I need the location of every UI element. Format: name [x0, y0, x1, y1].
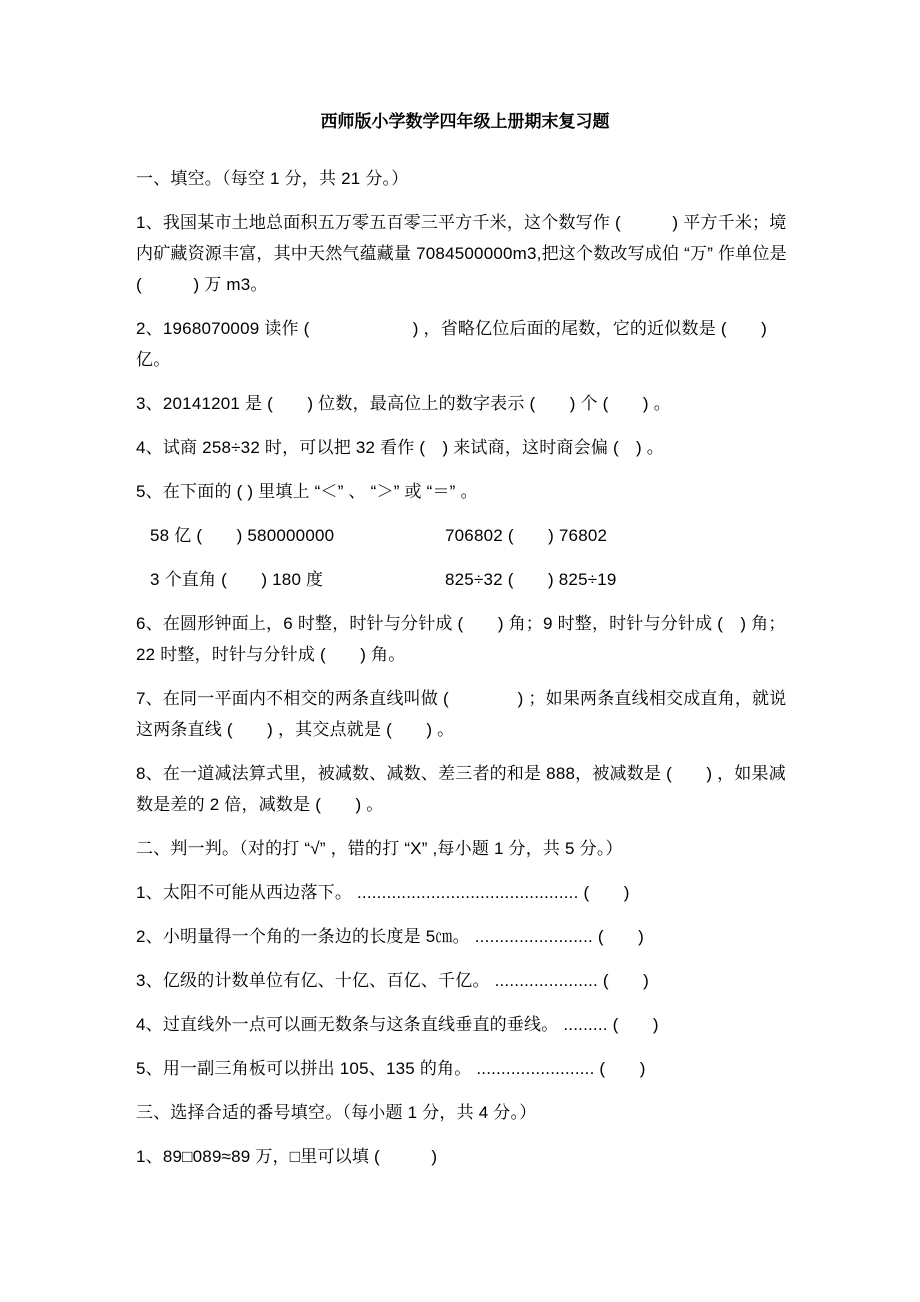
section-judge-heading: 二、判一判。（对的打 “√” ，错的打 “X” ,每小题 1 分，共 5 分。） [136, 839, 623, 858]
judge-item-5: 5、用一副三角板可以拼出 105、135 的角。 ........................ ( ) [136, 1059, 646, 1078]
section-choice-heading: 三、选择合适的番号填空。（每小题 1 分，共 4 分。） [136, 1103, 537, 1122]
compare-row-1-right: 706802 ( ) 76802 [445, 526, 608, 545]
fill-question-6: 6、在圆形钟面上，6 时整，时针与分针成 ( ) 角；9 时整，时针与分针成 ( ) 角；22 时整，时针与分针成 ( ) 角。 [136, 614, 786, 664]
judge-item-4: 4、过直线外一点可以画无数条与这条直线垂直的垂线。 ......... ( ) [136, 1015, 659, 1034]
compare-row-2-right: 825÷32 ( ) 825÷19 [445, 570, 617, 589]
fill-question-8: 8、在一道减法算式里，被减数、减数、差三者的和是 888，被减数是 ( ) ，如果减数是差的 2 倍，减数是 ( ) 。 [136, 764, 786, 814]
choice-question-1: 1、89□089≈89 万，□里可以填 ( ) [136, 1147, 438, 1166]
judge-item-3: 3、亿级的计数单位有亿、十亿、百亿、千亿。 ..................... ( ) [136, 971, 650, 990]
compare-row-1-left: 58 亿 ( ) 580000000 [150, 526, 335, 545]
section-fill-heading: 一、填空。（每空 1 分，共 21 分。） [136, 169, 409, 188]
fill-question-1: 1、我国某市土地总面积五万零五百零三平方千米，这个数写作 ( ) 平方千米；境内矿藏资源丰富，其中天然气蕴藏量 7084500000m3,把这个数改写成伯 “万” 作单位是 ( ) 万 m3。 [136, 213, 787, 294]
judge-item-2: 2、小明量得一个角的一条边的长度是 5㎝。 ........................ ( ) [136, 927, 644, 946]
compare-row-1 [136, 520, 794, 551]
page-title: 西师版小学数学四年级上册期末复习题 [320, 112, 610, 131]
fill-question-2: 2、1968070009 读作 ( ) ，省略亿位后面的尾数，它的近似数是 ( ) 亿。 [136, 319, 767, 369]
compare-row-2-left: 3 个直角 ( ) 180 度 [150, 570, 324, 589]
fill-question-7: 7、在同一平面内不相交的两条直线叫做 ( ) ；如果两条直线相交成直角，就说这两条直线 ( ) ，其交点就是 ( ) 。 [136, 689, 787, 739]
judge-item-1: 1、太阳不可能从西边落下。 ............................................. ( ) [136, 883, 630, 902]
fill-question-5: 5、在下面的 ( ) 里填上 “＜” 、 “＞” 或 “＝” 。 [136, 482, 478, 501]
compare-row-2 [136, 564, 794, 595]
fill-question-4: 4、试商 258÷32 时，可以把 32 看作 ( ) 来试商，这时商会偏 ( ) 。 [136, 438, 664, 457]
fill-question-3: 3、20141201 是 ( ) 位数，最高位上的数字表示 ( ) 个 ( ) 。 [136, 394, 671, 413]
